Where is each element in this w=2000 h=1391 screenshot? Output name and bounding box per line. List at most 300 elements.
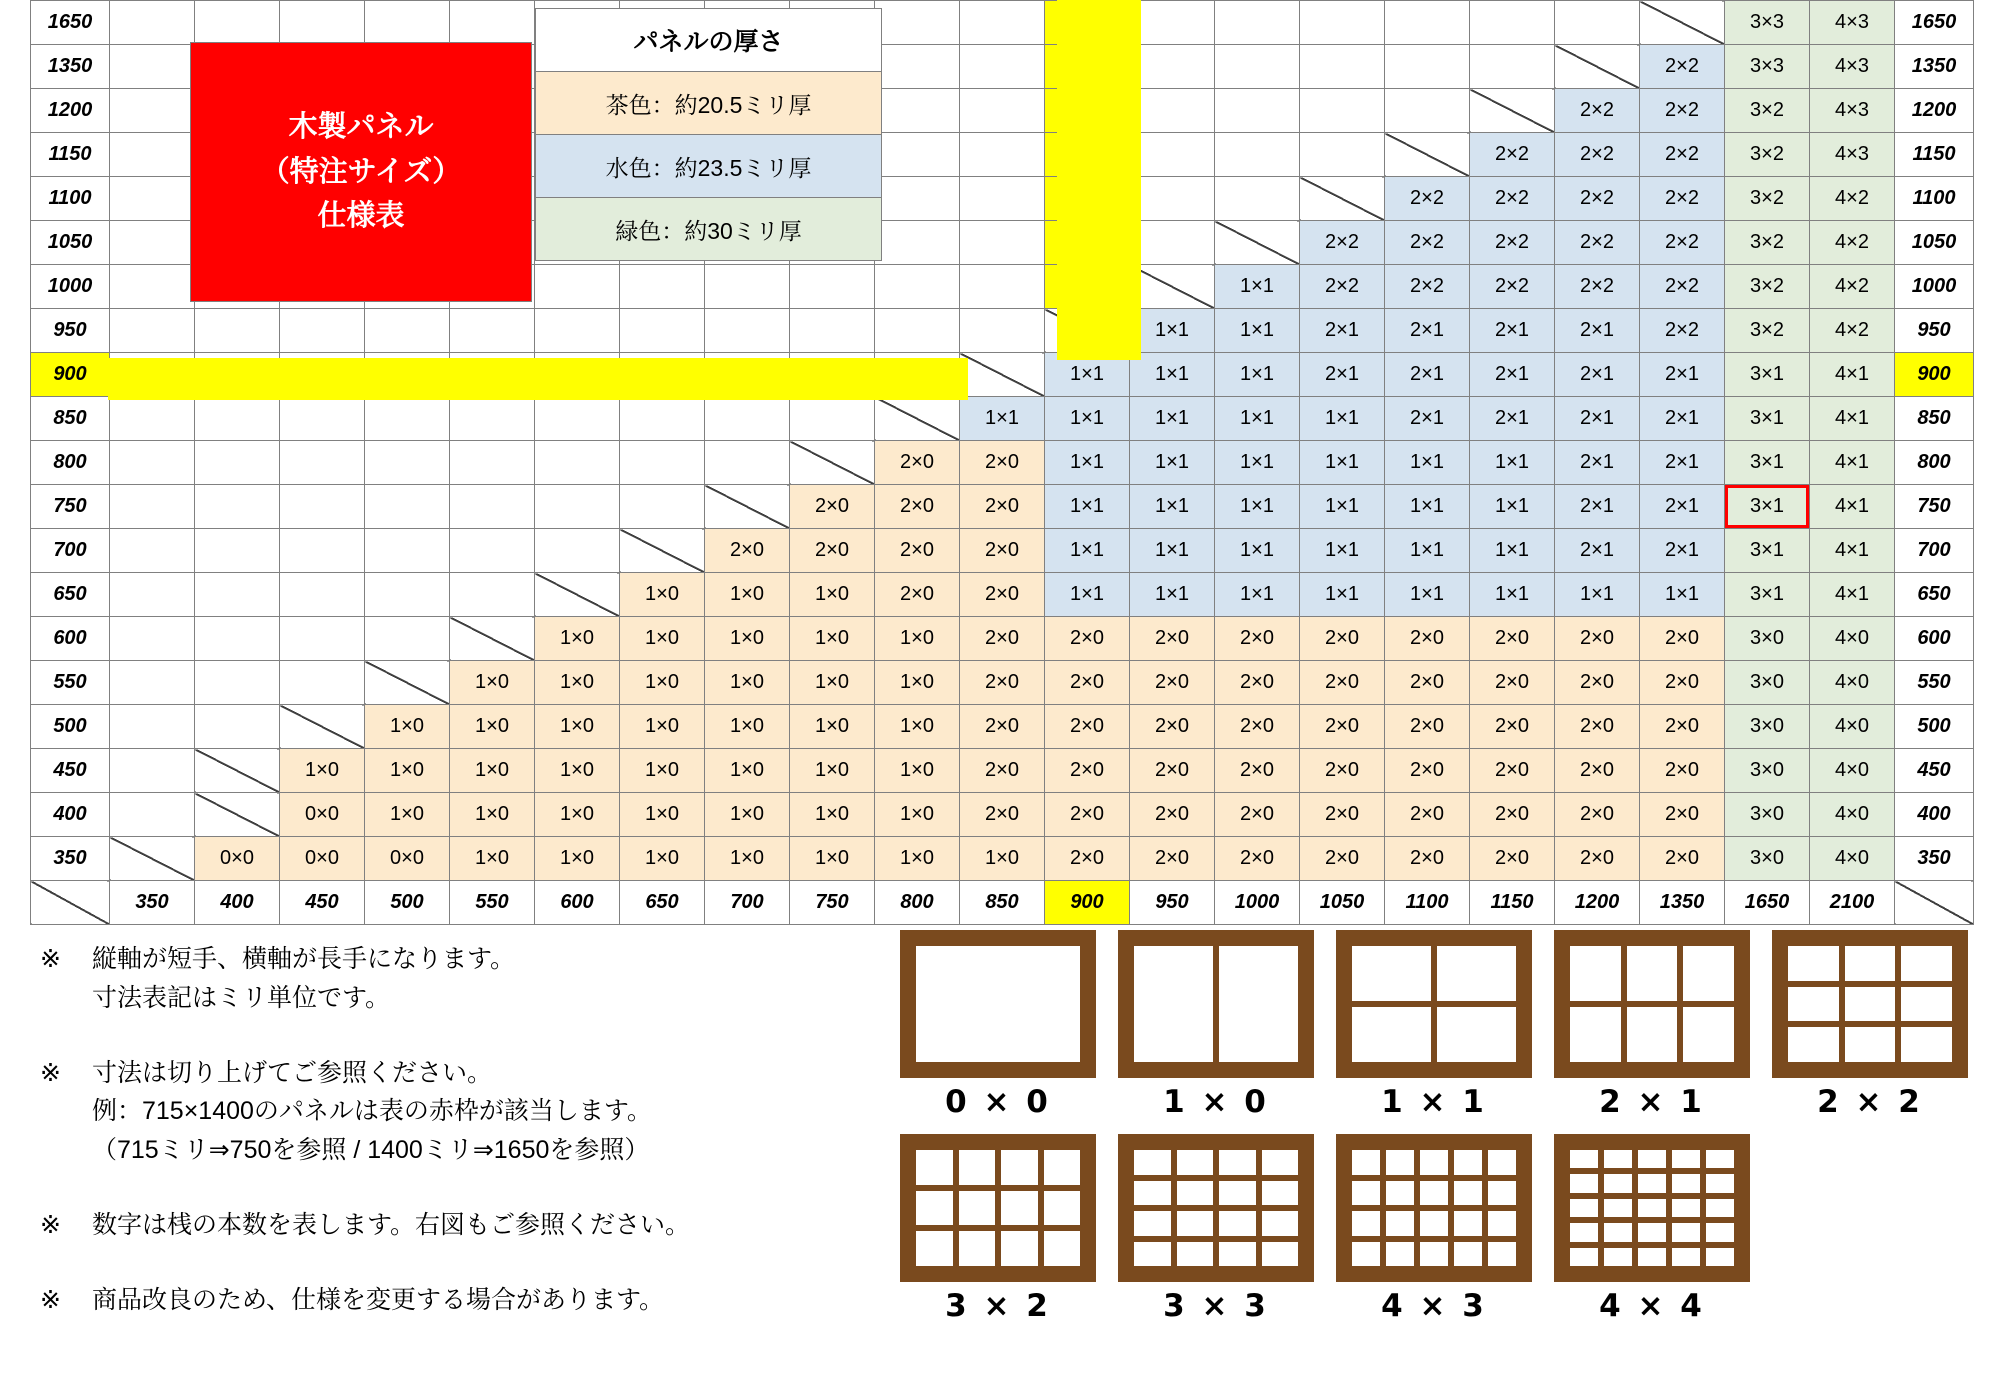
thickness-legend-row-brown: 茶色：約20.5ミリ厚 (536, 72, 881, 135)
column-header: 500 (365, 881, 450, 925)
column-header: 450 (280, 881, 365, 925)
table-cell: 2×0 (1470, 661, 1555, 705)
table-cell: 2×0 (1555, 837, 1640, 881)
table-cell: 1×1 (1130, 441, 1215, 485)
row-header-right: 800 (1895, 441, 1974, 485)
table-cell: 2×0 (960, 705, 1045, 749)
table-cell: 4×1 (1810, 397, 1895, 441)
table-cell (110, 309, 195, 353)
table-cell: 1×1 (1300, 485, 1385, 529)
table-cell (875, 397, 960, 441)
panel-pane (1256, 1236, 1305, 1273)
table-cell: 2×0 (875, 441, 960, 485)
table-cell: 1×0 (620, 705, 705, 749)
table-cell (450, 573, 535, 617)
table-cell: 1×0 (705, 837, 790, 881)
table-cell: 2×2 (1555, 133, 1640, 177)
table-cell (1555, 45, 1640, 89)
table-cell: 1×1 (1385, 485, 1470, 529)
table-cell: 3×3 (1725, 1, 1810, 45)
row-header-right: 550 (1895, 661, 1974, 705)
table-cell: 1×0 (620, 837, 705, 881)
table-cell: 1×1 (1215, 309, 1300, 353)
note-body (92, 1054, 652, 1170)
table-cell: 4×1 (1810, 441, 1895, 485)
table-cell: 2×0 (1300, 705, 1385, 749)
table-cell: 1×0 (280, 749, 365, 793)
table-cell (280, 617, 365, 661)
table-cell: 2×0 (1045, 661, 1130, 705)
table-cell: 2×2 (1640, 221, 1725, 265)
table-cell: 1×0 (705, 793, 790, 837)
table-cell: 1×1 (1045, 573, 1130, 617)
panel-pane (1895, 1021, 1958, 1068)
table-cell: 1×0 (450, 705, 535, 749)
table-cell: 1×0 (875, 793, 960, 837)
table-cell: 1×0 (875, 837, 960, 881)
table-cell (875, 177, 960, 221)
table-cell (620, 485, 705, 529)
table-cell: 3×1 (1725, 485, 1810, 529)
table-cell (195, 749, 280, 793)
table-row (31, 617, 1974, 661)
column-header: 2100 (1810, 881, 1895, 925)
table-cell (110, 397, 195, 441)
table-cell: 2×0 (1300, 617, 1385, 661)
table-cell: 2×0 (1215, 661, 1300, 705)
panel-frame-icon (1118, 1134, 1314, 1282)
table-cell: 2×0 (1215, 617, 1300, 661)
table-cell: 1×0 (620, 661, 705, 705)
table-cell: 1×1 (1130, 353, 1215, 397)
table-cell (280, 485, 365, 529)
table-cell: 4×3 (1810, 45, 1895, 89)
table-cell: 3×1 (1725, 573, 1810, 617)
note-bullet: ※ (40, 1210, 61, 1239)
panel-pane (1346, 940, 1437, 1007)
column-header: 400 (195, 881, 280, 925)
table-row (31, 1, 1974, 45)
table-cell (110, 837, 195, 881)
column-header: 850 (960, 881, 1045, 925)
table-cell (110, 441, 195, 485)
table-cell: 2×0 (1640, 837, 1725, 881)
row-header: 500 (31, 705, 110, 749)
table-cell: 1×0 (535, 705, 620, 749)
table-cell (620, 397, 705, 441)
table-cell: 3×1 (1725, 353, 1810, 397)
table-cell: 2×0 (1045, 617, 1130, 661)
table-cell (365, 485, 450, 529)
table-cell: 3×2 (1725, 177, 1810, 221)
note-item (40, 1281, 880, 1320)
table-cell (110, 573, 195, 617)
panel-frame-icon (1118, 930, 1314, 1078)
table-cell: 4×2 (1810, 265, 1895, 309)
table-cell (1385, 45, 1470, 89)
table-cell: 1×0 (450, 661, 535, 705)
table-cell: 2×0 (1045, 837, 1130, 881)
table-cell: 2×0 (1470, 705, 1555, 749)
table-cell: 2×0 (1300, 749, 1385, 793)
note-body (92, 1281, 664, 1320)
table-cell (875, 89, 960, 133)
table-cell: 4×0 (1810, 837, 1895, 881)
table-cell (1215, 133, 1300, 177)
table-cell: 4×3 (1810, 1, 1895, 45)
row-header-right: 1000 (1895, 265, 1974, 309)
table-cell: 1×1 (1470, 529, 1555, 573)
table-cell: 2×0 (1385, 749, 1470, 793)
table-cell: 1×1 (1215, 397, 1300, 441)
table-cell: 2×0 (1300, 837, 1385, 881)
column-header: 800 (875, 881, 960, 925)
table-cell: 1×0 (535, 837, 620, 881)
panel-pane (1564, 940, 1627, 1007)
table-cell: 2×2 (1300, 265, 1385, 309)
row-header-right: 500 (1895, 705, 1974, 749)
note-line: 寸法は切り上げてご参照ください。 (92, 1058, 493, 1087)
table-cell: 2×0 (960, 793, 1045, 837)
table-cell (875, 1, 960, 45)
panel-pane (1782, 1021, 1845, 1068)
table-cell: 2×1 (1300, 353, 1385, 397)
table-cell: 2×0 (790, 529, 875, 573)
table-cell (790, 309, 875, 353)
row-header-right: 350 (1895, 837, 1974, 881)
table-cell (1470, 89, 1555, 133)
table-cell: 2×0 (790, 485, 875, 529)
table-cell: 2×2 (1555, 89, 1640, 133)
table-cell: 1×1 (1470, 573, 1555, 617)
note-body (92, 1206, 690, 1245)
table-cell: 2×1 (1555, 485, 1640, 529)
thickness-legend-row-blue: 水色：約23.5ミリ厚 (536, 135, 881, 198)
table-cell (875, 45, 960, 89)
column-header: 900 (1045, 881, 1130, 925)
table-cell: 2×0 (1045, 749, 1130, 793)
column-header: 1200 (1555, 881, 1640, 925)
column-header: 1100 (1385, 881, 1470, 925)
table-cell: 1×0 (620, 617, 705, 661)
table-cell (1470, 1, 1555, 45)
row-header: 1050 (31, 221, 110, 265)
panel-diagram (1554, 930, 1750, 1120)
note-bullet: ※ (40, 1285, 61, 1314)
table-cell (960, 265, 1045, 309)
table-cell (790, 265, 875, 309)
row-header: 1350 (31, 45, 110, 89)
table-cell: 3×0 (1725, 749, 1810, 793)
table-cell (280, 441, 365, 485)
table-cell: 1×0 (705, 705, 790, 749)
table-cell: 2×2 (1640, 89, 1725, 133)
panel-frame-icon (1336, 1134, 1532, 1282)
table-cell: 2×2 (1385, 265, 1470, 309)
table-cell: 1×0 (875, 705, 960, 749)
table-cell: 2×2 (1640, 309, 1725, 353)
table-cell: 1×1 (1640, 573, 1725, 617)
table-cell: 2×0 (1385, 661, 1470, 705)
panel-pane (1171, 1236, 1220, 1273)
table-cell: 2×0 (1555, 705, 1640, 749)
table-cell: 1×1 (1130, 529, 1215, 573)
table-cell: 1×0 (875, 749, 960, 793)
table-cell (1640, 1, 1725, 45)
table-cell: 1×1 (1045, 529, 1130, 573)
table-cell: 1×0 (790, 705, 875, 749)
panel-pane (1621, 940, 1684, 1007)
table-cell (960, 1, 1045, 45)
title-line-3: 仕様表 (317, 200, 405, 233)
panel-diagram-label: 4 × 3 (1381, 1288, 1487, 1324)
panel-diagram-label: 4 × 4 (1599, 1288, 1705, 1324)
table-cell (450, 529, 535, 573)
row-header: 650 (31, 573, 110, 617)
note-item (40, 1054, 880, 1170)
table-cell: 4×2 (1810, 177, 1895, 221)
table-cell (535, 485, 620, 529)
table-cell (705, 397, 790, 441)
table-cell: 0×0 (280, 793, 365, 837)
table-cell: 2×2 (1385, 221, 1470, 265)
row-header-right: 650 (1895, 573, 1974, 617)
table-cell: 1×1 (1130, 573, 1215, 617)
panel-pane (1346, 1001, 1437, 1068)
panel-pane (953, 1144, 1002, 1191)
table-cell: 2×1 (1385, 309, 1470, 353)
table-cell (875, 221, 960, 265)
table-cell (195, 309, 280, 353)
table-cell (110, 485, 195, 529)
column-header: 600 (535, 881, 620, 925)
table-cell: 2×1 (1300, 309, 1385, 353)
row-header-right: 1150 (1895, 133, 1974, 177)
row-header: 350 (31, 837, 110, 881)
table-cell: 2×0 (1300, 661, 1385, 705)
panel-pane (1564, 1001, 1627, 1068)
table-cell: 2×1 (1555, 529, 1640, 573)
table-cell (875, 309, 960, 353)
table-row (31, 485, 1974, 529)
note-item (40, 1206, 880, 1245)
table-cell: 1×1 (1045, 485, 1130, 529)
table-cell: 3×0 (1725, 793, 1810, 837)
table-cell (1215, 45, 1300, 89)
table-cell: 4×3 (1810, 133, 1895, 177)
panel-pane (1038, 1144, 1087, 1191)
table-cell: 2×0 (1640, 749, 1725, 793)
table-cell (450, 1, 535, 45)
table-cell: 0×0 (280, 837, 365, 881)
table-cell: 1×1 (1300, 441, 1385, 485)
table-cell (195, 573, 280, 617)
table-cell: 3×2 (1725, 309, 1810, 353)
panel-diagram-label: 1 × 1 (1381, 1084, 1487, 1120)
table-cell (535, 397, 620, 441)
table-cell: 2×0 (1385, 705, 1470, 749)
note-line: 寸法表記はミリ単位です。 (92, 983, 391, 1012)
table-cell: 2×0 (1130, 661, 1215, 705)
table-cell: 3×0 (1725, 661, 1810, 705)
title-line-2: （特注サイズ） (260, 155, 462, 188)
panel-pane (1700, 1242, 1740, 1272)
row-header-right: 600 (1895, 617, 1974, 661)
table-cell (705, 485, 790, 529)
table-cell: 2×1 (1470, 309, 1555, 353)
note-item (40, 940, 880, 1018)
table-cell: 4×0 (1810, 705, 1895, 749)
table-cell (1130, 89, 1215, 133)
table-cell: 1×0 (705, 617, 790, 661)
table-cell (195, 793, 280, 837)
table-cell (1470, 45, 1555, 89)
column-header: 700 (705, 881, 790, 925)
note-bullet: ※ (40, 945, 61, 973)
table-cell (790, 441, 875, 485)
table-cell: 2×0 (1640, 793, 1725, 837)
panel-diagram-label: 3 × 3 (1163, 1288, 1269, 1324)
table-cell (620, 529, 705, 573)
table-cell: 2×0 (1215, 837, 1300, 881)
table-cell (535, 309, 620, 353)
panel-pane (1677, 1001, 1740, 1068)
table-cell (110, 221, 195, 265)
panel-diagram (900, 1134, 1096, 1324)
table-cell: 1×0 (620, 793, 705, 837)
table-cell: 2×1 (1640, 353, 1725, 397)
table-cell (535, 265, 620, 309)
table-cell: 1×0 (365, 793, 450, 837)
table-cell (280, 705, 365, 749)
thickness-legend-row-green: 緑色：約30ミリ厚 (536, 198, 881, 260)
row-header: 750 (31, 485, 110, 529)
table-cell (195, 397, 280, 441)
panel-pane (1038, 1185, 1087, 1232)
table-cell: 4×0 (1810, 793, 1895, 837)
table-cell: 1×0 (875, 661, 960, 705)
table-cell: 2×1 (1555, 309, 1640, 353)
table-cell: 2×2 (1640, 265, 1725, 309)
table-cell: 3×1 (1725, 529, 1810, 573)
table-cell (620, 309, 705, 353)
panel-pane (1895, 981, 1958, 1028)
panel-pane (1782, 940, 1845, 987)
table-cell (110, 793, 195, 837)
panel-frame-icon (900, 1134, 1096, 1282)
table-cell (195, 529, 280, 573)
panel-pane (1621, 1001, 1684, 1068)
table-cell (450, 485, 535, 529)
row-header-right: 1050 (1895, 221, 1974, 265)
table-cell (1130, 177, 1215, 221)
row-header-right: 1200 (1895, 89, 1974, 133)
table-cell: 2×0 (875, 485, 960, 529)
column-header: 750 (790, 881, 875, 925)
table-cell (960, 133, 1045, 177)
table-cell: 2×0 (1130, 617, 1215, 661)
table-cell (1130, 265, 1215, 309)
row-header: 900 (31, 353, 110, 397)
row-header: 600 (31, 617, 110, 661)
column-header: 1050 (1300, 881, 1385, 925)
table-cell (280, 661, 365, 705)
table-cell: 2×2 (1640, 45, 1725, 89)
table-cell: 2×0 (1045, 793, 1130, 837)
table-cell (195, 1, 280, 45)
table-cell: 1×1 (1215, 529, 1300, 573)
table-cell: 2×2 (1555, 265, 1640, 309)
table-cell: 2×0 (1215, 793, 1300, 837)
panel-diagram (1772, 930, 1968, 1120)
table-row (31, 661, 1974, 705)
table-cell: 3×3 (1725, 45, 1810, 89)
table-cell: 2×0 (1555, 661, 1640, 705)
table-cell (1130, 221, 1215, 265)
panel-diagram (1118, 930, 1314, 1120)
table-cell: 2×2 (1555, 221, 1640, 265)
table-cell (1385, 89, 1470, 133)
table-row (31, 793, 1974, 837)
panel-frame-icon (900, 930, 1096, 1078)
table-cell: 1×1 (1470, 441, 1555, 485)
table-cell (1215, 177, 1300, 221)
panel-diagram (1336, 1134, 1532, 1324)
table-cell: 2×1 (1640, 485, 1725, 529)
table-cell (1130, 1, 1215, 45)
table-cell: 2×0 (705, 529, 790, 573)
table-cell (110, 661, 195, 705)
table-cell: 1×0 (790, 617, 875, 661)
table-cell: 3×1 (1725, 397, 1810, 441)
panel-diagram (1554, 1134, 1750, 1324)
table-row (31, 529, 1974, 573)
panel-pane (1213, 940, 1304, 1068)
panel-pane (1782, 981, 1845, 1028)
thickness-legend (535, 8, 882, 261)
table-row (31, 705, 1974, 749)
panel-pane (1839, 981, 1902, 1028)
table-cell: 2×1 (1555, 397, 1640, 441)
table-cell (450, 441, 535, 485)
table-cell: 2×1 (1470, 397, 1555, 441)
table-cell: 1×1 (1130, 397, 1215, 441)
column-header: 1650 (1725, 881, 1810, 925)
notes-list (40, 940, 880, 1355)
table-cell: 1×1 (1045, 441, 1130, 485)
table-cell: 4×2 (1810, 309, 1895, 353)
table-cell (110, 89, 195, 133)
table-cell (1300, 133, 1385, 177)
table-cell (450, 397, 535, 441)
panel-pane (1839, 940, 1902, 987)
table-cell: 1×0 (790, 749, 875, 793)
table-cell: 2×2 (1385, 177, 1470, 221)
table-cell (1300, 177, 1385, 221)
table-cell: 4×2 (1810, 221, 1895, 265)
table-cell: 1×1 (1045, 353, 1130, 397)
panel-frame-icon (1336, 930, 1532, 1078)
table-cell: 2×0 (1215, 705, 1300, 749)
table-cell: 2×1 (1640, 441, 1725, 485)
table-cell (365, 309, 450, 353)
table-cell: 3×0 (1725, 617, 1810, 661)
table-cell: 4×0 (1810, 749, 1895, 793)
column-header: 350 (110, 881, 195, 925)
table-cell (280, 529, 365, 573)
table-cell: 2×0 (1470, 837, 1555, 881)
column-header: 1350 (1640, 881, 1725, 925)
